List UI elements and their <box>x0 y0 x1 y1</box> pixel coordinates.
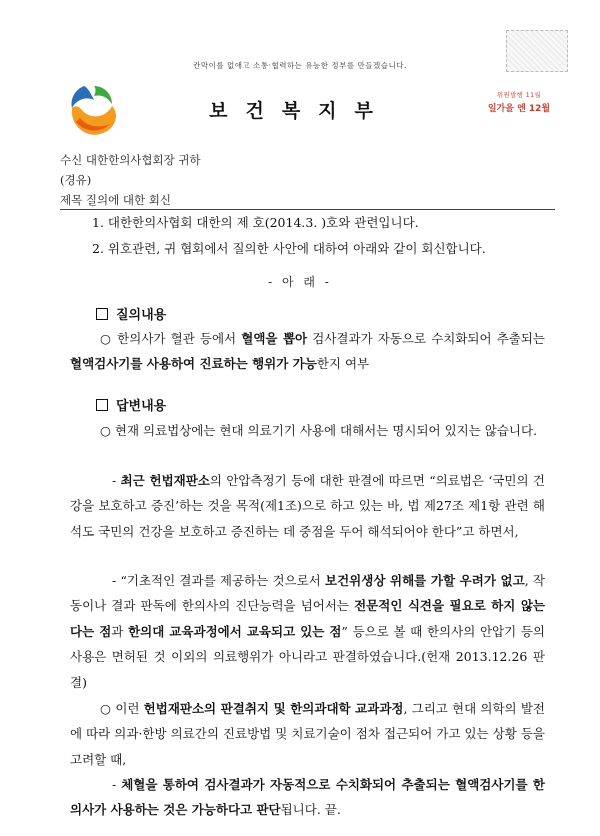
emblem-line-2: 일가을 엔 12월 <box>487 104 551 114</box>
answer-text-3f: 한의대 교육과정에서 교육되고 있는 점 <box>128 623 342 639</box>
intro-item-2: 2. 위호관련, 귀 협회에서 질의한 사안에 대하여 아래와 같이 회신합니다. <box>92 241 486 256</box>
inquiry-heading <box>96 304 166 323</box>
inquiry-text-1: ○ 한의사가 혈관 등에서 <box>100 331 242 346</box>
answer-text-2c: 의 안압측정기 등에 대한 판결에 따르면 “의료법은 ‘국민의 건강을 보호하고 증진’하는 것을 목적(제1조)으로 하고 있는 바, 법 제27조 제1항 관련 해석도 국민의 건강을 보호하고 증진하는 데 중점을 두어 해석되어야 한다”고 하면서, <box>70 473 545 539</box>
answer-heading-label: 답변내용 <box>116 399 167 414</box>
emblem-line-1: 위원발행 11월 <box>496 91 542 99</box>
ministry-title: 보건복지부 <box>209 100 391 122</box>
answer-heading <box>96 395 166 414</box>
recipient-line: 수신 대한한의사협회장 귀하 <box>60 153 201 167</box>
via-line: (경유) <box>60 173 92 187</box>
answer-paragraph-3 <box>70 568 545 695</box>
answer-text-2b: 최근 헌법재판소 <box>120 473 210 488</box>
answer-text-3a: - “기초적인 결과를 제공하는 것으로서 <box>112 573 326 588</box>
answer-paragraph-4 <box>70 696 545 772</box>
subject-line: 제목 질의에 대한 회신 <box>60 193 171 207</box>
government-slogan: 칸막이를 없애고 소통·협력하는 유능한 정부를 만들겠습니다. <box>193 61 407 70</box>
inquiry-text-4: 혈액검사기를 사용하여 진료하는 행위가 가능 <box>70 356 317 372</box>
inquiry-heading-label: 질의내용 <box>116 308 167 323</box>
answer-text-5c: 됩니다. 끝. <box>280 802 341 818</box>
answer-text-3g: ” 등으로 볼 때 한의사의 안압기 등의 사용은 면허된 것 이외의 의료행위가 아니라고 판결하였습니다.(헌재 2013.12.26 판결) <box>70 623 546 690</box>
answer-text-3d: 전문적인 식견을 필요로 하지 않는다는 점 <box>70 598 545 639</box>
answer-text-2a: - <box>112 473 121 488</box>
answer-text-4c: , 그리고 현대 의학의 발전에 따라 의과·한방 의료간의 진료방법 및 치료기술이 점차 접근되어 가고 있는 상황 등을 고려할 때, <box>70 701 545 767</box>
answer-text-5b: 체혈을 통하여 검사결과가 자동적으로 수치화되어 추출되는 혈액검사기를 한의사가 사용하는 것은 가능하다고 판단 <box>70 777 545 818</box>
inquiry-text-3: 검사결과가 자동으로 수치화되어 추출되는 <box>307 331 545 346</box>
notice-separator: - 아 래 - <box>268 275 332 289</box>
checkbox-icon <box>96 308 108 320</box>
answer-text-3c: , 작동이나 결과 판독에 한의사의 진단능력을 넘어서는 <box>70 573 545 614</box>
inquiry-text-5: 한지 여부 <box>316 356 370 372</box>
answer-text-4b: 헌법재판소의 판결취지 및 한의과대학 교과과정 <box>143 701 404 716</box>
answer-paragraph-5 <box>70 772 545 823</box>
inquiry-paragraph <box>70 326 545 377</box>
answer-text-3e: 과 <box>111 623 129 639</box>
campaign-emblem <box>484 90 554 130</box>
answer-text-1: ○ 현재 의료법상에는 현대 의료기기 사용에 대해서는 명시되어 있지는 않습니다. <box>100 423 538 438</box>
inquiry-text-2: 혈액을 뽑아 <box>241 331 308 346</box>
answer-text-3b: 보건위생상 위해를 가할 우려가 없고 <box>325 573 525 588</box>
answer-paragraph-2 <box>70 468 545 544</box>
answer-paragraph-1 <box>70 418 545 443</box>
answer-text-5a: - <box>112 777 122 792</box>
registration-stamp <box>506 30 568 72</box>
answer-text-4a: ○ 이런 <box>100 701 144 716</box>
checkbox-icon <box>96 399 108 411</box>
intro-item-1: 1. 대한한의사협회 대한의 제 호(2014.3. )호와 관련입니다. <box>92 215 419 230</box>
